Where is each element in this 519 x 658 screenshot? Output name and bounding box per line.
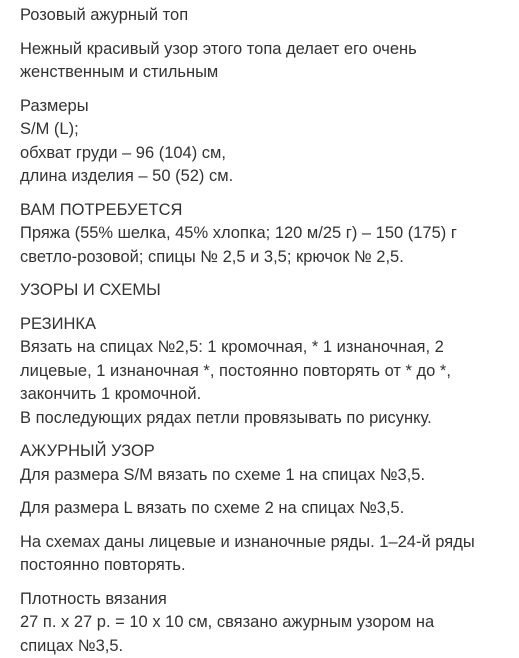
- rib-line: закончить 1 кромочной.: [20, 383, 499, 407]
- gauge-section: [20, 588, 499, 658]
- materials-line: светло-розовой; спицы № 2,5 и 3,5; крючок № 2,5.: [20, 246, 499, 270]
- sizes-heading: Размеры: [20, 95, 499, 119]
- lace-line: Для размера S/M вязать по схеме 1 на спицах №3,5.: [20, 464, 499, 488]
- patterns-section: [20, 279, 499, 303]
- gauge-line: спицах №3,5.: [20, 635, 499, 658]
- rib-line: лицевые, 1 изнаночная *, постоянно повторять от * до *,: [20, 360, 499, 384]
- sizes-line: S/M (L);: [20, 118, 499, 142]
- intro-block: [20, 38, 499, 85]
- sizes-section: [20, 95, 499, 189]
- lace-note-line: постоянно повторять.: [20, 554, 499, 578]
- title-block: [20, 4, 499, 28]
- patterns-heading: УЗОРЫ И СХЕМЫ: [20, 279, 499, 303]
- rib-line: Вязать на спицах №2,5: 1 кромочная, * 1 изнаночная, 2: [20, 336, 499, 360]
- materials-heading: ВАМ ПОТРЕБУЕТСЯ: [20, 199, 499, 223]
- lace-size-l-block: [20, 497, 499, 521]
- gauge-line: 27 п. х 27 р. = 10 х 10 см, связано ажурным узором на: [20, 611, 499, 635]
- sizes-line: длина изделия – 50 (52) см.: [20, 165, 499, 189]
- lace-heading: АЖУРНЫЙ УЗОР: [20, 440, 499, 464]
- lace-note-block: [20, 531, 499, 578]
- article-title: Розовый ажурный топ: [20, 4, 499, 28]
- rib-line: В последующих рядах петли провязывать по рисунку.: [20, 407, 499, 431]
- sizes-line: обхват груди – 96 (104) см,: [20, 142, 499, 166]
- lace-note-line: На схемах даны лицевые и изнаночные ряды. 1–24-й ряды: [20, 531, 499, 555]
- materials-section: [20, 199, 499, 270]
- gauge-heading: Плотность вязания: [20, 588, 499, 612]
- rib-heading: РЕЗИНКА: [20, 313, 499, 337]
- rib-section: [20, 313, 499, 431]
- lace-line: Для размера L вязать по схеме 2 на спицах №3,5.: [20, 497, 499, 521]
- materials-line: Пряжа (55% шелка, 45% хлопка; 120 м/25 г) – 150 (175) г: [20, 222, 499, 246]
- intro-line: Нежный красивый узор этого топа делает его очень: [20, 38, 499, 62]
- intro-line: женственным и стильным: [20, 61, 499, 85]
- lace-section: [20, 440, 499, 487]
